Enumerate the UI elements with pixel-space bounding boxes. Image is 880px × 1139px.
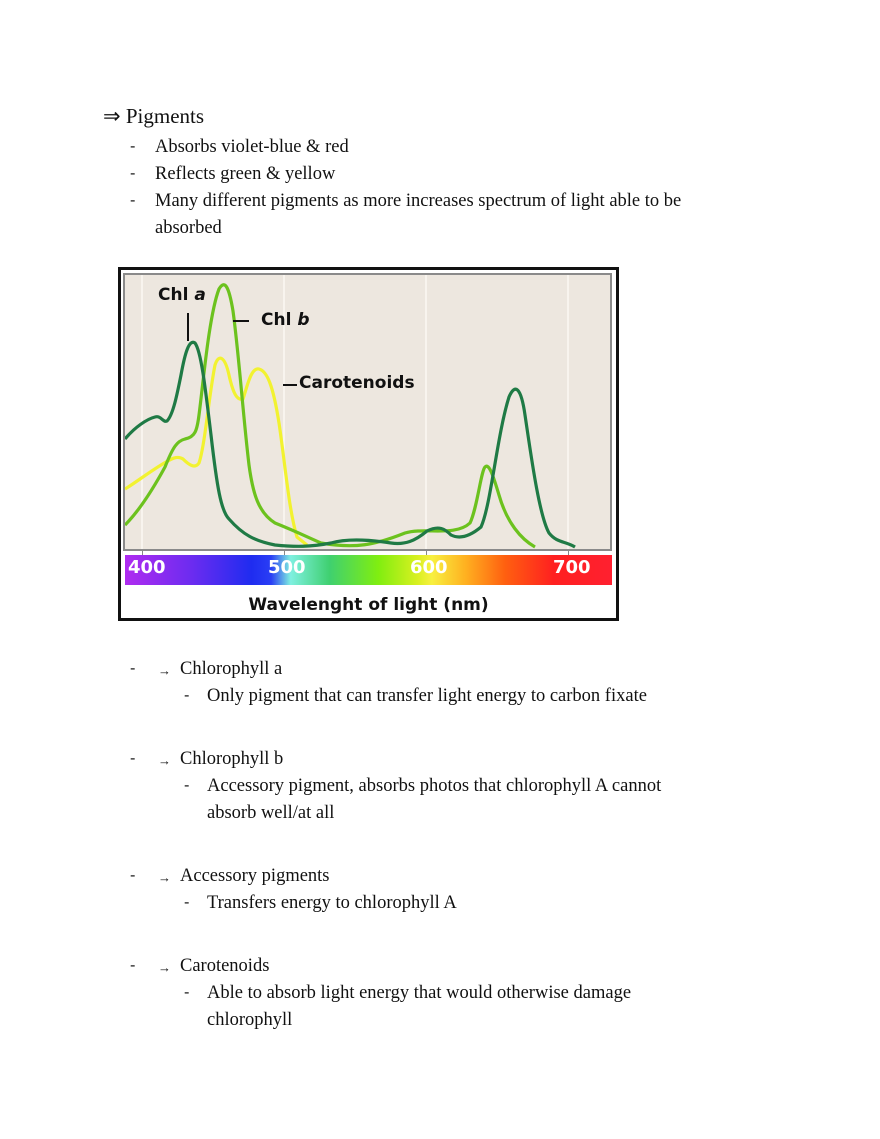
detail-text: Able to absorb light energy that would otherwise damage (207, 983, 632, 1003)
spectrum-label-400: 400 (128, 557, 166, 578)
plot-area (123, 273, 612, 551)
section-marker: - (130, 955, 136, 974)
section-marker: - (130, 748, 136, 767)
bullet-text-continuation: absorbed (155, 218, 222, 238)
implies-arrow-icon: ⇒ (103, 104, 121, 128)
x-axis-label: Wavelenght of light (nm) (248, 595, 489, 615)
chl-b-label: Chl b (261, 310, 310, 330)
right-arrow-icon: → (158, 663, 171, 678)
section-heading (103, 104, 204, 129)
spectrum-label-500: 500 (268, 557, 306, 578)
chl-a-label: Chl a (158, 285, 206, 305)
detail-marker: - (184, 982, 190, 1001)
section-title: Chlorophyll b (180, 749, 284, 769)
heading-text: Pigments (125, 104, 205, 128)
section-title: Chlorophyll a (180, 659, 283, 679)
absorption-spectrum-chart (118, 267, 619, 621)
bullet-marker: - (130, 136, 136, 155)
bullet-text: Many different pigments as more increases spectrum of light able to be (155, 191, 682, 211)
detail-text: Transfers energy to chlorophyll A (207, 893, 457, 913)
right-arrow-icon: → (158, 870, 171, 885)
bullet-marker: - (130, 163, 136, 182)
detail-marker: - (184, 892, 190, 911)
detail-text-continuation: chlorophyll (207, 1010, 293, 1030)
spectrum-label-600: 600 (410, 557, 448, 578)
detail-text: Accessory pigment, absorbs photos that chlorophyll A cannot (207, 776, 662, 796)
detail-text: Only pigment that can transfer light energy to carbon fixate (207, 686, 647, 706)
detail-marker: - (184, 775, 190, 794)
section-marker: - (130, 865, 136, 884)
bullet-text: Absorbs violet-blue & red (155, 137, 349, 157)
section-title: Accessory pigments (180, 866, 330, 886)
spectrum-label-700: 700 (553, 557, 591, 578)
detail-marker: - (184, 685, 190, 704)
section-marker: - (130, 658, 136, 677)
carotenoids-label: Carotenoids (299, 373, 415, 393)
right-arrow-icon: → (158, 753, 171, 768)
detail-text-continuation: absorb well/at all (207, 803, 335, 823)
bullet-marker: - (130, 190, 136, 209)
section-title: Carotenoids (180, 956, 270, 976)
visible-spectrum-bar (125, 555, 612, 585)
bullet-text: Reflects green & yellow (155, 164, 336, 184)
right-arrow-icon: → (158, 960, 171, 975)
spectrum-curves (125, 275, 610, 549)
